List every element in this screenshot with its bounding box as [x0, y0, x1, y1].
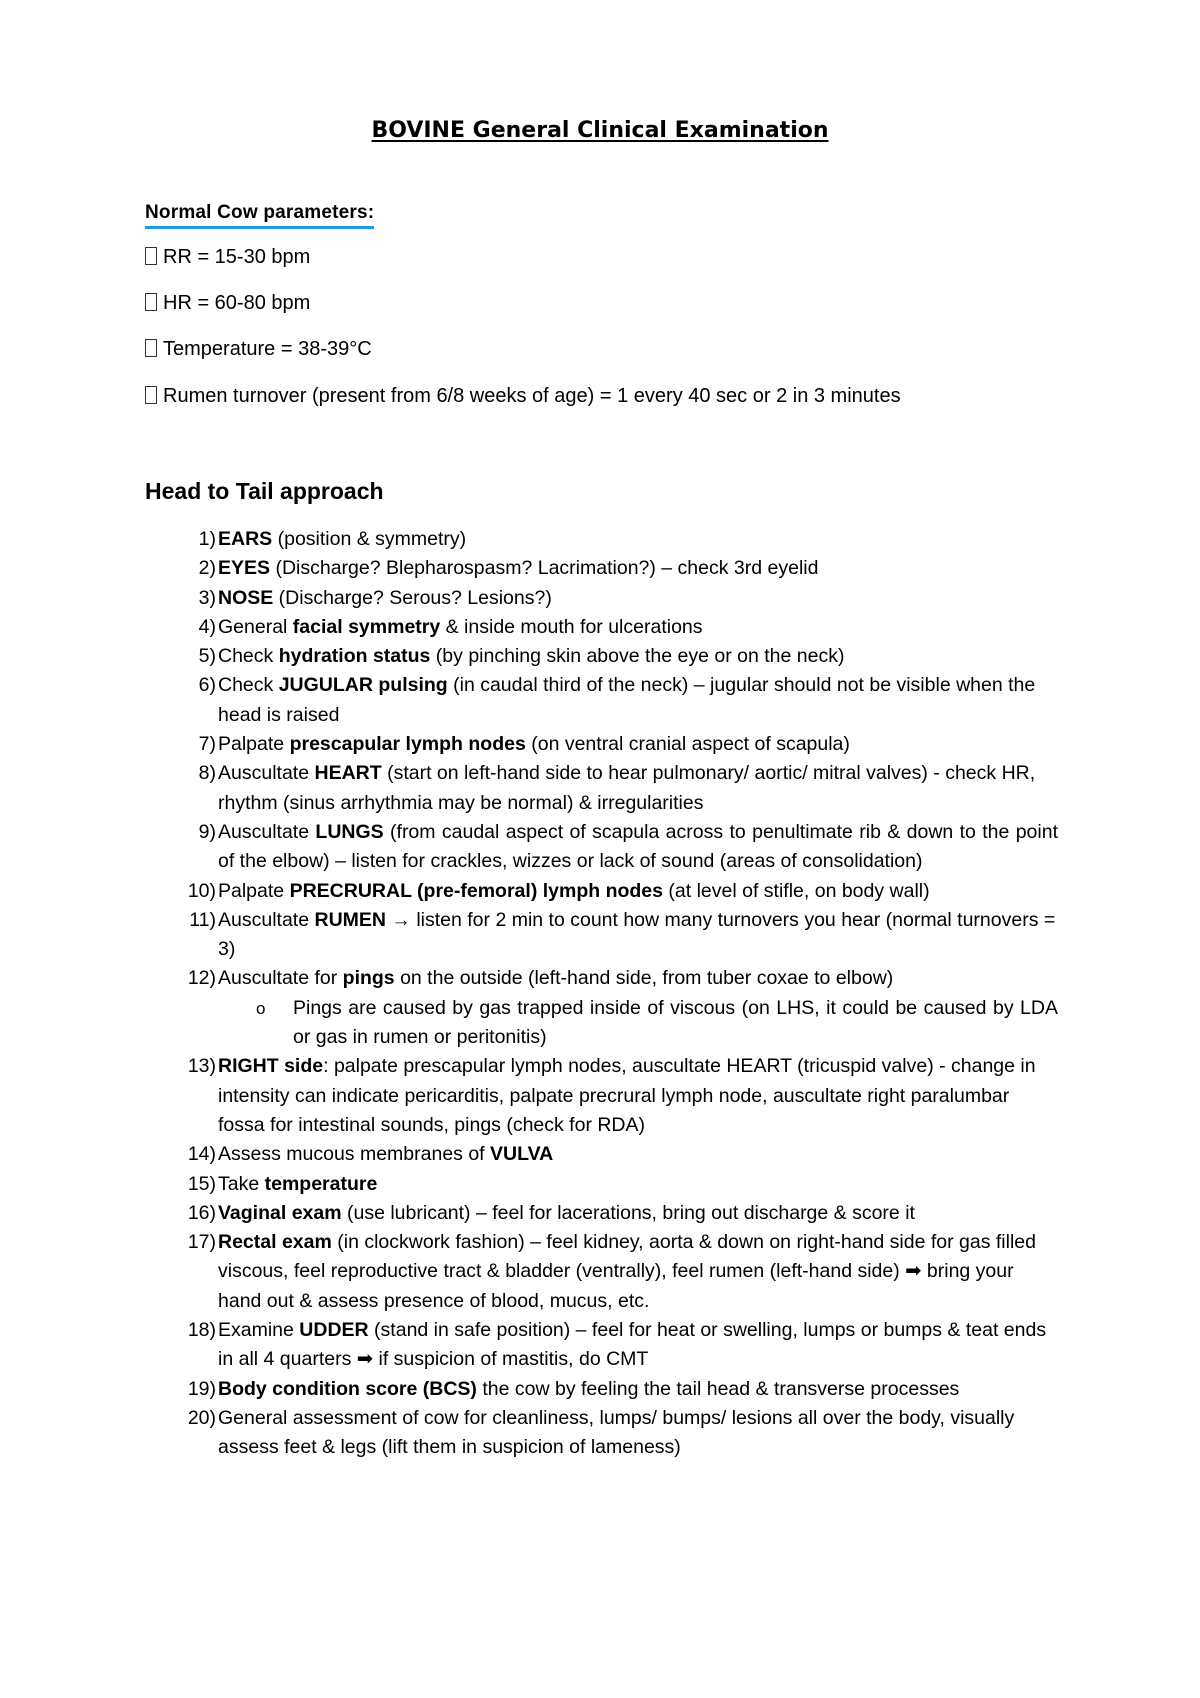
step-text-post: (in clockwork fashion) – feel kidney, aorta & down on right-hand side for gas filled viscous, feel reproductive tract & bladder (ventrally), feel rumen (left-hand side) ➡ bring your hand out & assess presence of blood, mucus, etc. — [218, 1231, 1036, 1312]
step-keyword: UDDER — [299, 1319, 369, 1342]
step-text — [218, 906, 1058, 965]
list-item — [0, 1140, 1200, 1169]
step-text — [218, 554, 1058, 583]
step-keyword: Rectal exam — [218, 1231, 332, 1254]
list-item — [0, 818, 1200, 877]
step-text — [218, 759, 1058, 818]
section-heading: Head to Tail approach — [145, 478, 384, 504]
step-text — [218, 818, 1058, 877]
step-text-pre: Take — [218, 1172, 265, 1195]
step-keyword: EYES — [218, 557, 271, 580]
step-text-pre: Palpate — [218, 733, 290, 756]
step-text — [218, 1199, 1058, 1228]
params-heading: Normal Cow parameters: — [145, 202, 374, 229]
step-text-post: the cow by feeling the tail head & transverse processes — [476, 1377, 960, 1400]
step-keyword: LUNGS — [315, 820, 384, 843]
list-item — [0, 613, 1200, 642]
step-number: 16) — [187, 1201, 216, 1224]
checkbox-icon — [145, 247, 157, 265]
param-text: RR = 15-30 bpm — [163, 246, 311, 268]
step-keyword: HEART — [314, 762, 382, 785]
step-text — [218, 584, 1058, 613]
list-item — [0, 964, 1200, 1052]
step-keyword: NOSE — [218, 586, 274, 609]
step-text — [218, 1375, 1058, 1404]
step-text-pre: Auscultate — [218, 762, 315, 785]
step-keyword: RIGHT side — [218, 1055, 324, 1078]
step-keyword: temperature — [264, 1172, 378, 1195]
step-text — [218, 525, 1058, 554]
step-text-post: listen for 2 min to count how many turnovers you hear (normal turnovers = 3) — [218, 908, 1056, 961]
param-text: Temperature = 38-39°C — [163, 338, 372, 360]
step-text-post: (by pinching skin above the eye or on the neck) — [430, 645, 845, 668]
step-number: 20) — [187, 1406, 216, 1429]
sub-bullet-text: Pings are caused by gas trapped inside of viscous (on LHS, it could be caused by LDA or gas in rumen or peritonitis) — [293, 996, 1058, 1049]
step-text — [218, 1140, 1058, 1169]
step-text-post: (in caudal third of the neck) – jugular should not be visible when the head is raised — [218, 674, 1036, 726]
list-item — [0, 584, 1200, 613]
checkbox-icon — [145, 339, 157, 357]
step-text — [218, 730, 1058, 759]
step-text-post: : palpate prescapular lymph nodes, auscultate HEART (tricuspid valve) - change in intensity can indicate pericarditis, palpate precrural lymph node, auscultate right paralumbar fossa for intestinal sounds, pings (check for RDA) — [218, 1055, 1036, 1136]
step-number: 3) — [198, 586, 216, 609]
list-item — [0, 554, 1200, 583]
checkbox-icon — [145, 293, 157, 311]
step-text-post: (use lubricant) – feel for lacerations, bring out discharge & score it — [341, 1201, 915, 1224]
step-text — [218, 1316, 1058, 1375]
param-item — [145, 246, 310, 269]
step-text — [218, 613, 1058, 642]
step-number: 10) — [187, 879, 216, 902]
step-text-post: (start on left-hand side to hear pulmonary/ aortic/ mitral valves) - check HR, rhythm (sinus arrhythmia may be normal) & irregularities — [218, 762, 1036, 814]
step-text-pre: Auscultate — [218, 820, 316, 843]
step-text-pre: Check — [218, 674, 279, 697]
step-keyword: hydration status — [278, 645, 431, 668]
step-number: 8) — [198, 762, 216, 785]
step-text-pre: Auscultate — [218, 908, 315, 931]
list-item — [0, 1052, 1200, 1140]
step-text-post: & inside mouth for ulcerations — [440, 615, 703, 638]
list-item — [0, 1199, 1200, 1228]
list-item — [0, 1375, 1200, 1404]
step-text-post: on the outside (left-hand side, from tuber coxae to elbow) — [394, 967, 894, 990]
param-text: HR = 60-80 bpm — [163, 292, 311, 314]
list-item — [0, 877, 1200, 906]
list-item — [0, 671, 1200, 730]
step-keyword: facial symmetry — [292, 615, 441, 638]
step-number: 6) — [198, 674, 216, 697]
step-text-pre: General — [218, 615, 293, 638]
steps-list — [0, 525, 1200, 1463]
step-text-post: (Discharge? Blepharospasm? Lacrimation?) – check 3rd eyelid — [270, 557, 819, 580]
step-text-post: (Discharge? Serous? Lesions?) — [273, 586, 552, 609]
bullet-icon: o — [256, 998, 266, 1018]
step-keyword: VULVA — [490, 1143, 554, 1166]
step-text — [218, 877, 1058, 906]
step-number: 14) — [187, 1143, 216, 1166]
step-text — [218, 1228, 1058, 1316]
step-keyword: Body condition score (BCS) — [218, 1377, 477, 1400]
step-number: 4) — [198, 615, 216, 638]
param-item — [145, 385, 901, 408]
step-text-post: (stand in safe position) – feel for heat or swelling, lumps or bumps & teat ends in all 4 quarters ➡ if suspicion of mastitis, do CMT — [218, 1319, 1047, 1371]
step-text — [218, 964, 1058, 993]
step-text — [218, 1404, 1058, 1463]
step-number: 5) — [198, 645, 216, 668]
step-keyword: EARS — [218, 528, 273, 550]
step-text-post: (position & symmetry) — [272, 528, 467, 550]
step-keyword: RUMEN → — [314, 908, 411, 931]
step-text-post: (at level of stifle, on body wall) — [663, 879, 930, 902]
step-keyword: JUGULAR pulsing — [278, 674, 448, 697]
list-item — [0, 906, 1200, 965]
step-number: 1) — [198, 528, 216, 550]
param-text: Rumen turnover (present from 6/8 weeks of age) = 1 every 40 sec or 2 in 3 minutes — [163, 385, 901, 407]
step-text-pre: Check — [218, 645, 279, 668]
step-text — [218, 1052, 1058, 1140]
sub-bullet — [256, 994, 1058, 1053]
step-number: 9) — [198, 820, 216, 843]
step-text — [218, 1170, 1058, 1199]
step-number: 11) — [189, 908, 216, 931]
step-text — [218, 671, 1058, 730]
step-text-post: (on ventral cranial aspect of scapula) — [525, 733, 850, 756]
step-number: 19) — [187, 1377, 216, 1400]
checkbox-icon — [145, 386, 157, 404]
step-text-pre: Palpate — [218, 879, 290, 902]
step-text-pre: Assess mucous membranes of — [218, 1143, 491, 1166]
list-item — [0, 730, 1200, 759]
param-item — [145, 292, 310, 315]
step-keyword: Vaginal exam — [218, 1201, 342, 1224]
step-number: 15) — [187, 1172, 216, 1195]
step-text-pre: Examine — [218, 1319, 300, 1342]
list-item — [0, 759, 1200, 818]
list-item — [0, 1316, 1200, 1375]
step-number: 13) — [187, 1055, 216, 1078]
step-number: 12) — [187, 967, 216, 990]
step-number: 17) — [187, 1231, 216, 1254]
step-number: 2) — [198, 557, 216, 580]
page-title: BOVINE General Clinical Examination — [371, 118, 829, 143]
list-item — [0, 525, 1200, 554]
step-text-pre: Auscultate for — [218, 967, 343, 990]
step-number: 18) — [187, 1319, 216, 1342]
step-keyword: prescapular lymph nodes — [289, 733, 526, 756]
step-text — [218, 642, 1058, 671]
step-keyword: pings — [342, 967, 395, 990]
list-item — [0, 642, 1200, 671]
list-item — [0, 1404, 1200, 1463]
step-text-post: General assessment of cow for cleanliness, lumps/ bumps/ lesions all over the body, visually assess feet & legs (lift them in suspicion of lameness) — [218, 1406, 1015, 1459]
step-text-post: (from caudal aspect of scapula across to penultimate rib & down to the point of the elbow) – listen for crackles, wizzes or lack of sound (areas of consolidation) — [218, 820, 1058, 873]
step-keyword: PRECRURAL (pre-femoral) lymph nodes — [289, 879, 663, 902]
param-item — [145, 338, 372, 361]
list-item — [0, 1170, 1200, 1199]
list-item — [0, 1228, 1200, 1316]
step-number: 7) — [198, 733, 216, 756]
